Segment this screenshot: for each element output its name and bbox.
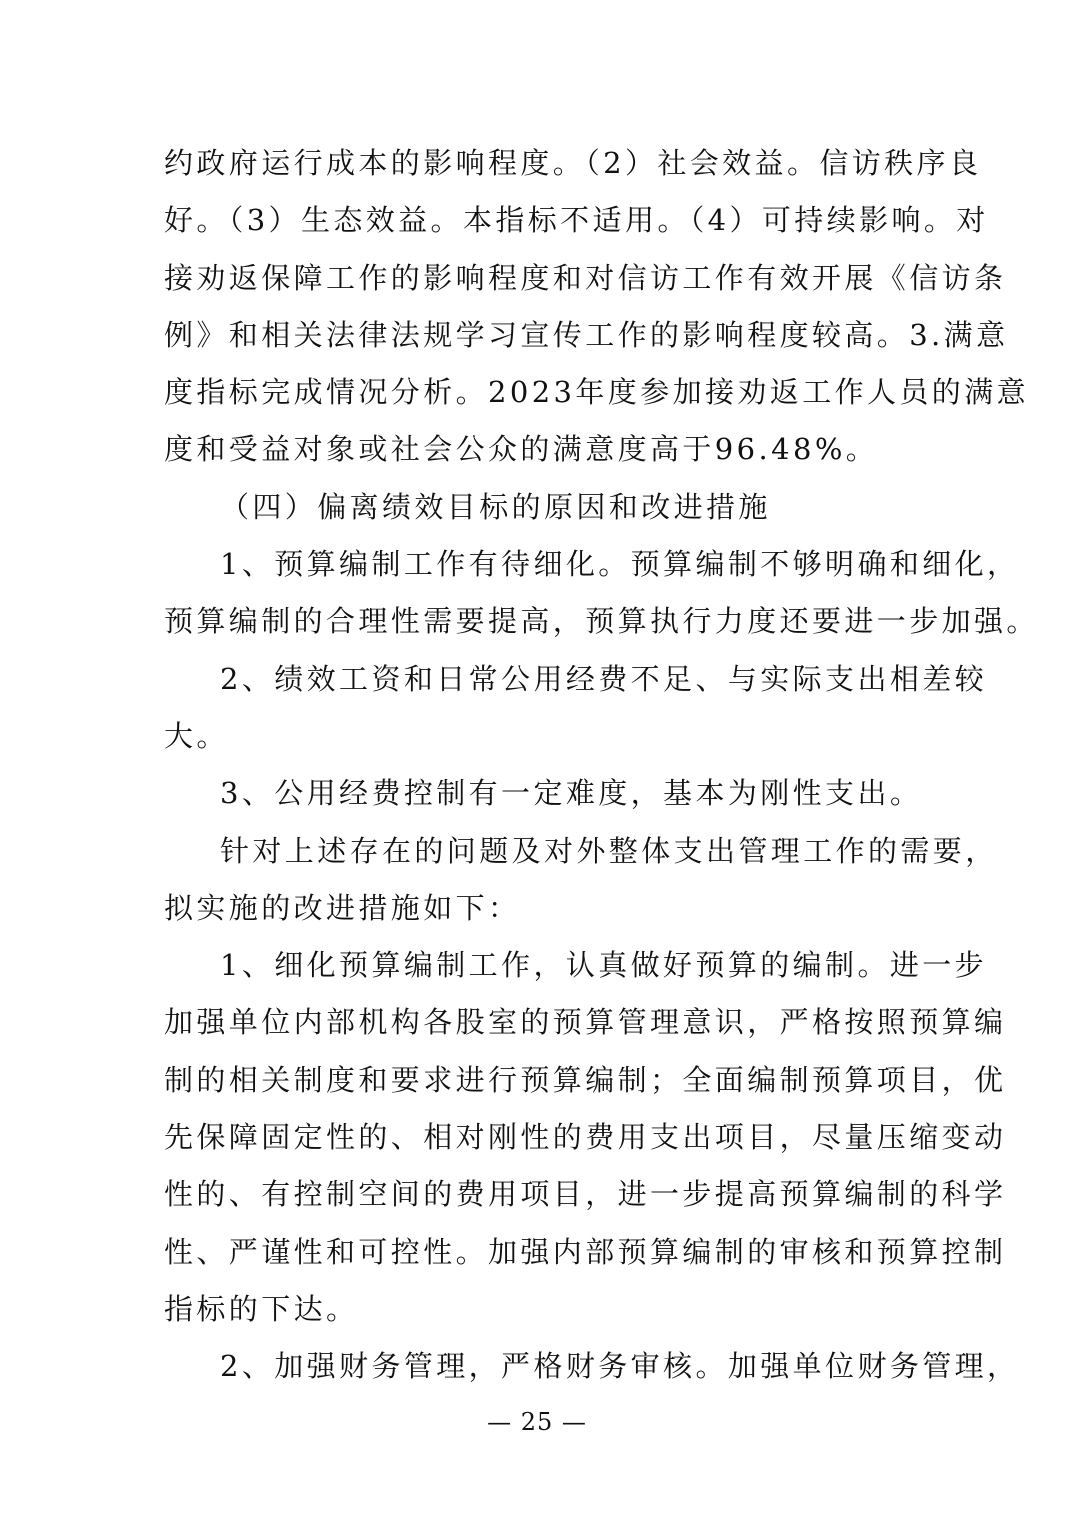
text-line: 1、细化预算编制工作，认真做好预算的编制。进一步 [220, 948, 988, 983]
text-line: 例》和相关法律法规学习宣传工作的影响程度较高。3.满意 [164, 317, 1009, 352]
text-line: 1、预算编制工作有待细化。预算编制不够明确和细化， [220, 547, 1020, 582]
text-line: 2、加强财务管理，严格财务审核。加强单位财务管理， [220, 1349, 1020, 1384]
text-line: 度指标完成情况分析。2023年度参加接劝返工作人员的满意 [164, 375, 1030, 410]
text-line: 性的、有控制空间的费用项目，进一步提高预算编制的科学 [164, 1177, 1007, 1212]
text-line: 加强单位内部机构各股室的预算管理意识，严格按照预算编 [164, 1005, 1007, 1040]
text-line: 接劝返保障工作的影响程度和对信访工作有效开展《信访条 [164, 260, 1007, 295]
text-line: 性、严谨性和可控性。加强内部预算编制的审核和预算控制 [164, 1234, 1007, 1269]
text-line: 针对上述存在的问题及对外整体支出管理工作的需要， [220, 833, 998, 868]
section-heading: （四）偏离绩效目标的原因和改进措施 [220, 489, 771, 524]
text-line: 好。（3）生态效益。本指标不适用。（4）可持续影响。对 [164, 203, 989, 238]
page-number: — 25 — [487, 1408, 587, 1436]
body-text [164, 135, 1039, 1396]
text-line: 指标的下达。 [164, 1291, 359, 1326]
text-line: 拟实施的改进措施如下： [164, 890, 521, 925]
text-line: 制的相关制度和要求进行预算编制；全面编制预算项目，优 [164, 1062, 1007, 1097]
text-line: 2、绩效工资和日常公用经费不足、与实际支出相差较 [220, 661, 988, 696]
text-line: 大。 [164, 718, 229, 753]
text-line: 约政府运行成本的影响程度。（2）社会效益。信访秩序良 [164, 146, 982, 180]
text-line: 3、公用经费控制有一定难度，基本为刚性支出。 [220, 776, 923, 811]
text-line: 预算编制的合理性需要提高，预算执行力度还要进一步加强。 [164, 604, 1039, 639]
text-line: 先保障固定性的、相对刚性的费用支出项目，尽量压缩变动 [164, 1120, 1007, 1155]
text-line: 度和受益对象或社会公众的满意度高于96.48%。 [164, 432, 879, 467]
